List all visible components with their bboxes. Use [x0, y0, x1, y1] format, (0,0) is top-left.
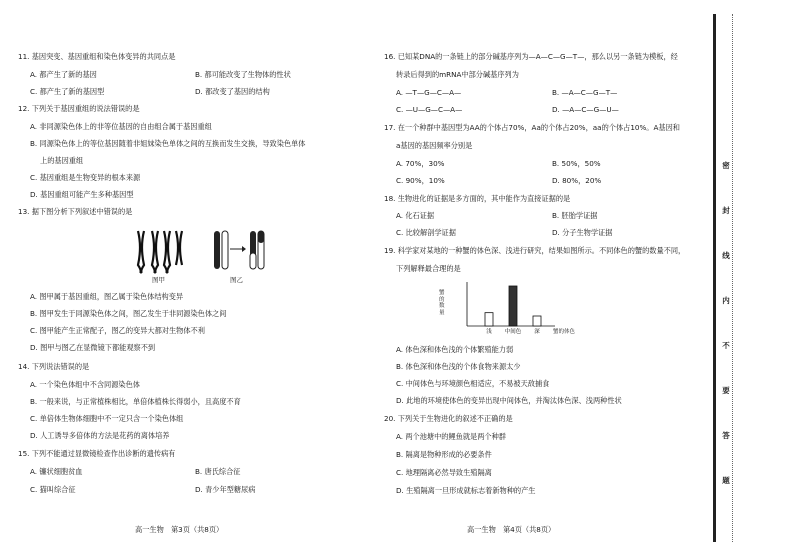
q19-option-c: C. 中间体色与环境颜色相适应，不易被天敌捕食 — [396, 379, 550, 388]
q11-stem: 11. 基因突变、基因重组和染色体变异的共同点是 — [18, 52, 176, 61]
binding-char: 答 — [722, 431, 730, 440]
q20-stem: 20. 下列关于生物进化的叙述不正确的是 — [384, 414, 513, 423]
q15-option-b: B. 唐氏综合征 — [195, 467, 241, 476]
q17-option-d: D. 80%，20% — [552, 176, 602, 185]
q15-option-c: C. 猫叫综合征 — [30, 485, 76, 494]
q18-option-a: A. 化石证据 — [396, 211, 435, 220]
q19-option-a: A. 体色深和体色浅的个体繁殖能力弱 — [396, 345, 514, 354]
q19-option-b: B. 体色深和体色浅的个体食物来源太少 — [396, 362, 521, 371]
q11-option-b: B. 都可能改变了生物体的性状 — [195, 70, 291, 79]
binding-char: 线 — [722, 251, 730, 260]
q20-option-d: D. 生殖隔离一旦形成就标志着新物种的产生 — [396, 486, 536, 495]
q15-option-d: D. 青少年型糖尿病 — [195, 485, 256, 494]
q18-stem: 18. 生物进化的证据是多方面的，其中能作为直接证据的是 — [384, 194, 571, 203]
bar-2 — [533, 316, 541, 326]
q12-option-b-line2: 上的基因重组 — [40, 156, 84, 165]
q16-stem-line1: 16. 已知某DNA的一条链上的部分碱基序列为—A—C—G—T—，那么以另一条链为模板，经 — [384, 52, 678, 61]
chart-xlabel: 蟹的体色 — [553, 329, 576, 335]
q20-option-b: B. 隔离是物种形成的必要条件 — [396, 450, 492, 459]
bar-1 — [509, 286, 517, 326]
binding-char: 要 — [722, 386, 730, 395]
binding-line — [713, 14, 716, 542]
q17-option-c: C. 90%，10% — [396, 176, 445, 185]
q16-option-a: A. —T—G—C—A— — [396, 88, 462, 97]
bar-0 — [485, 313, 493, 326]
q17-option-b: B. 50%，50% — [552, 159, 601, 168]
binding-char: 题 — [722, 476, 730, 485]
q18-option-c: C. 比较解剖学证据 — [396, 228, 456, 237]
q13-figure — [130, 225, 280, 285]
fig-a-chromosomes — [138, 231, 182, 273]
q20-option-c: C. 地理隔离必然导致生殖隔离 — [396, 468, 492, 477]
q11-option-a: A. 都产生了新的基因 — [30, 70, 97, 79]
fig-b-chromosomes — [214, 231, 264, 269]
q16-option-d: D. —A—C—G—U— — [552, 105, 619, 114]
q13-stem: 13. 据下图分析下列叙述中错误的是 — [18, 207, 133, 216]
q11-option-d: D. 都改变了基因的结构 — [195, 87, 270, 96]
page-footer-left: 高一生物 第3页（共8页） — [135, 525, 224, 534]
q12-option-a: A. 非同源染色体上的非等位基因的自由组合属于基因重组 — [30, 122, 212, 131]
q19-option-d: D. 此地的环境使体色的变异出现中间体色，并淘汰体色深、浅两种性状 — [396, 396, 622, 405]
x-tick-label: 浅 — [486, 329, 492, 335]
q13-option-a: A. 图甲属于基因重组，图乙属于染色体结构变异 — [30, 292, 184, 301]
q16-option-c: C. —U—G—C—A— — [396, 105, 463, 114]
q14-option-c: C. 单倍体生物体细胞中不一定只含一个染色体组 — [30, 414, 184, 423]
q19-stem-line1: 19. 科学家对某地的一种蟹的体色深、浅进行研究，结果如图所示。不同体色的蟹的数量不同， — [384, 246, 686, 255]
q16-stem-line2: 转录后得到的mRNA中部分碱基序列为 — [396, 70, 519, 79]
chart-ylabel: 蟹的数量 — [439, 290, 445, 316]
binding-char: 不 — [722, 341, 730, 350]
page-footer-right: 高一生物 第4页（共8页） — [467, 525, 556, 534]
q20-option-a: A. 两个池塘中的鲤鱼就是两个种群 — [396, 432, 506, 441]
x-tick-label: 中间色 — [504, 329, 522, 335]
q19-chart — [437, 278, 587, 340]
binding-char: 封 — [722, 206, 730, 215]
q14-option-a: A. 一个染色体组中不含同源染色体 — [30, 380, 140, 389]
q12-option-c: C. 基因重组是生物变异的根本来源 — [30, 173, 141, 182]
q19-stem-line2: 下列解释最合理的是 — [396, 264, 461, 273]
q18-option-b: B. 胚胎学证据 — [552, 211, 598, 220]
fig-b-label: 图乙 — [230, 276, 243, 284]
q17-stem-line2: a基因的基因频率分别是 — [396, 141, 473, 150]
q12-option-d: D. 基因重组可能产生多种基因型 — [30, 190, 134, 199]
q13-option-c: C. 图甲能产生正常配子，图乙的变异大都对生物体不利 — [30, 326, 205, 335]
q17-stem-line1: 17. 在一个种群中基因型为AA的个体占70%，Aa的个体占20%，aa的个体占10%。A基因和 — [384, 123, 680, 132]
q14-option-d: D. 人工诱导多倍体的方法是花药的离体培养 — [30, 431, 170, 440]
q17-option-a: A. 70%，30% — [396, 159, 445, 168]
binding-char: 内 — [722, 296, 730, 305]
fig-a-label: 图甲 — [152, 276, 165, 284]
binding-dotted-line — [732, 14, 733, 542]
q15-option-a: A. 镰状细胞贫血 — [30, 467, 83, 476]
q16-option-b: B. —A—C—G—T— — [552, 88, 618, 97]
q13-option-b: B. 图甲发生于同源染色体之间，图乙发生于非同源染色体之间 — [30, 309, 227, 318]
q18-option-d: D. 分子生物学证据 — [552, 228, 613, 237]
q15-stem: 15. 下列不能通过显微镜检查作出诊断的遗传病有 — [18, 449, 176, 458]
left-page — [0, 0, 372, 560]
q12-option-b-line1: B. 同源染色体上的等位基因随着非姐妹染色单体之间的互换而发生交换，导致染色单体 — [30, 139, 306, 148]
q13-option-d: D. 图甲与图乙在显微镜下都能观察不到 — [30, 343, 156, 352]
q12-stem: 12. 下列关于基因重组的说法错误的是 — [18, 104, 140, 113]
q14-stem: 14. 下列说法错误的是 — [18, 362, 90, 371]
q11-option-c: C. 都产生了新的基因型 — [30, 87, 105, 96]
binding-char: 密 — [722, 161, 730, 170]
q14-option-b: B. 一般来说，与正常植株相比，单倍体植株长得弱小，且高度不育 — [30, 397, 241, 406]
x-tick-label: 深 — [534, 329, 540, 335]
